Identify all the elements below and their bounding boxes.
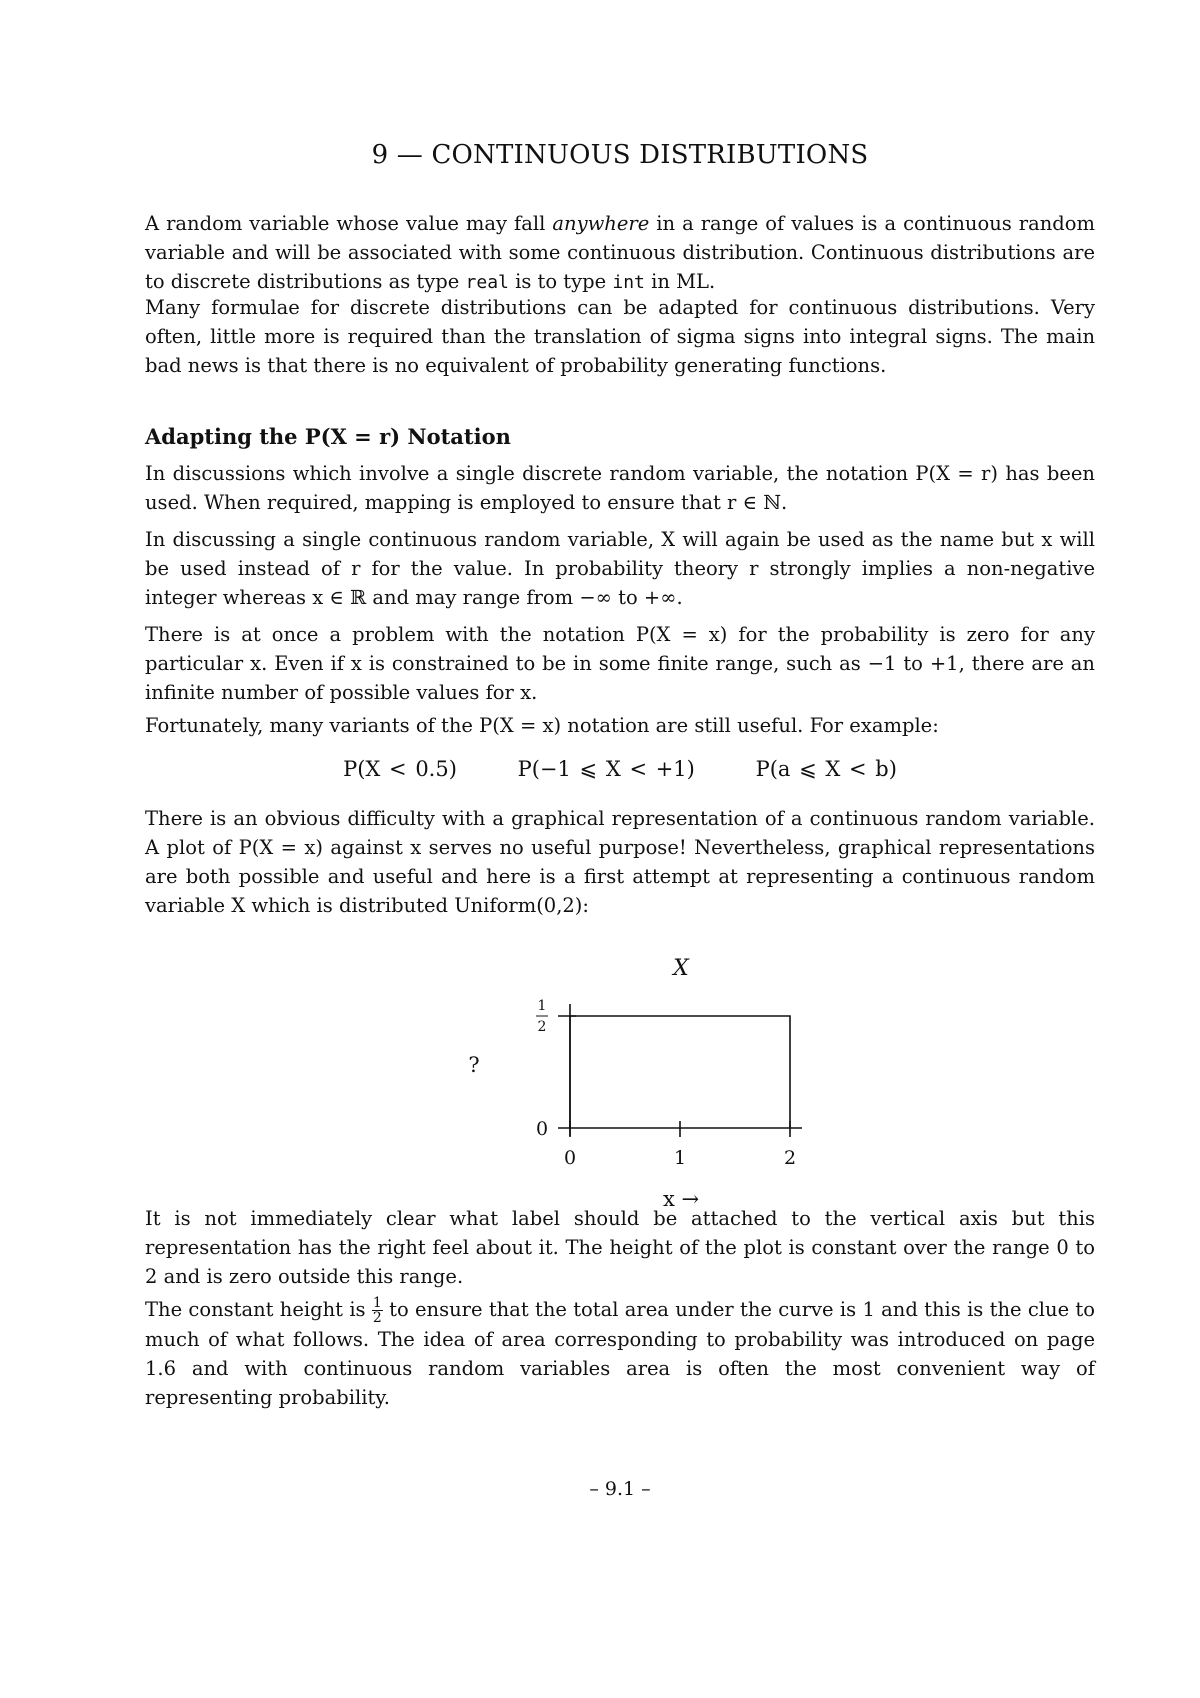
section-paragraph-1: In discussions which involve a single discrete random variable, the notation P(X = r) has been used. When required, mapping is employed to ensure that r ∈ ℕ.	[145, 462, 1095, 514]
chart-y-axis-label: ?	[468, 1053, 480, 1077]
fraction-denominator: 2	[372, 1310, 382, 1326]
page-number: – 9.1 –	[589, 1478, 651, 1500]
section-paragraph-4: Fortunately, many variants of the P(X = x) notation are still useful. For example:	[145, 714, 939, 737]
intro-text-3: is to type	[515, 270, 607, 293]
intro-text-4: in ML.	[651, 270, 716, 293]
closing-text-1: The constant height is	[145, 1298, 366, 1321]
formula-1: P(X < 0.5)	[343, 757, 457, 781]
code-real: real	[465, 272, 509, 293]
density-series-line	[570, 1016, 790, 1128]
formula-2: P(−1 ⩽ X < +1)	[517, 757, 695, 781]
intro-text-1: A random variable whose value may fall	[145, 212, 546, 235]
code-int: int	[612, 272, 645, 293]
x-tick-label-1: 1	[673, 1147, 687, 1169]
section-paragraph-2: In discussing a single continuous random variable, X will again be used as the name but x will be used instead of r for the value. In probability theory r strongly implies a non-negative integer whereas x ∈ ℝ and may range from −∞ to +∞.	[145, 528, 1095, 609]
fraction-numerator: 1	[372, 1295, 382, 1311]
chart-title: X	[673, 956, 689, 981]
intro-paragraph-2: Many formulae for discrete distributions can be adapted for continuous distributions. Very often, little more is required than the translation of sigma signs into integral signs. The main bad news is that there is no equivalent of probability generating functions.	[145, 296, 1095, 377]
closing-text-2: to ensure that the total area under the curve is 1 and this is the clue to much of what follows. The idea of area corresponding to probability was introduced on page 1.6 and with continuous random variables area is often the most convenient way of representing probability.	[145, 1298, 1095, 1409]
section-paragraph-3: There is at once a problem with the notation P(X = x) for the probability is zero for any particular x. Even if x is constrained to be in some finite range, such as −1 to +1, there are an infinite number of possible values for x.	[145, 623, 1095, 704]
x-tick-label-2: 2	[783, 1147, 797, 1169]
intro-text-2: in a range of values is a continuous random variable and will be associated with some continuous distribution. Continuous distributions are to discrete distributions as type	[145, 212, 1096, 293]
y-tick-label-half-denominator: 2	[537, 1019, 547, 1035]
x-tick-label-0: 0	[563, 1147, 577, 1169]
y-tick-label-half-numerator: 1	[537, 998, 547, 1014]
closing-paragraph-1: It is not immediately clear what label should be attached to the vertical axis but this representation has the right feel about it. The height of the plot is constant over the range 0 to 2 and is zero outside this range.	[145, 1207, 1095, 1288]
page-title: 9 — CONTINUOUS DISTRIBUTIONS	[371, 140, 869, 170]
section-paragraph-5: There is an obvious difficulty with a graphical representation of a continuous random variable. A plot of P(X = x) against x serves no useful purpose! Nevertheless, graphical representations are both possible and useful and here is a first attempt at representing a continuous random variable X which is distributed Uniform(0,2):	[145, 807, 1095, 917]
formula-3: P(a ⩽ X < b)	[755, 757, 897, 781]
intro-emphasis: anywhere	[552, 212, 650, 235]
section-heading: Adapting the P(X = r) Notation	[145, 424, 511, 449]
y-tick-label-0: 0	[535, 1118, 549, 1140]
chart-x-axis-label: x →	[662, 1187, 700, 1211]
